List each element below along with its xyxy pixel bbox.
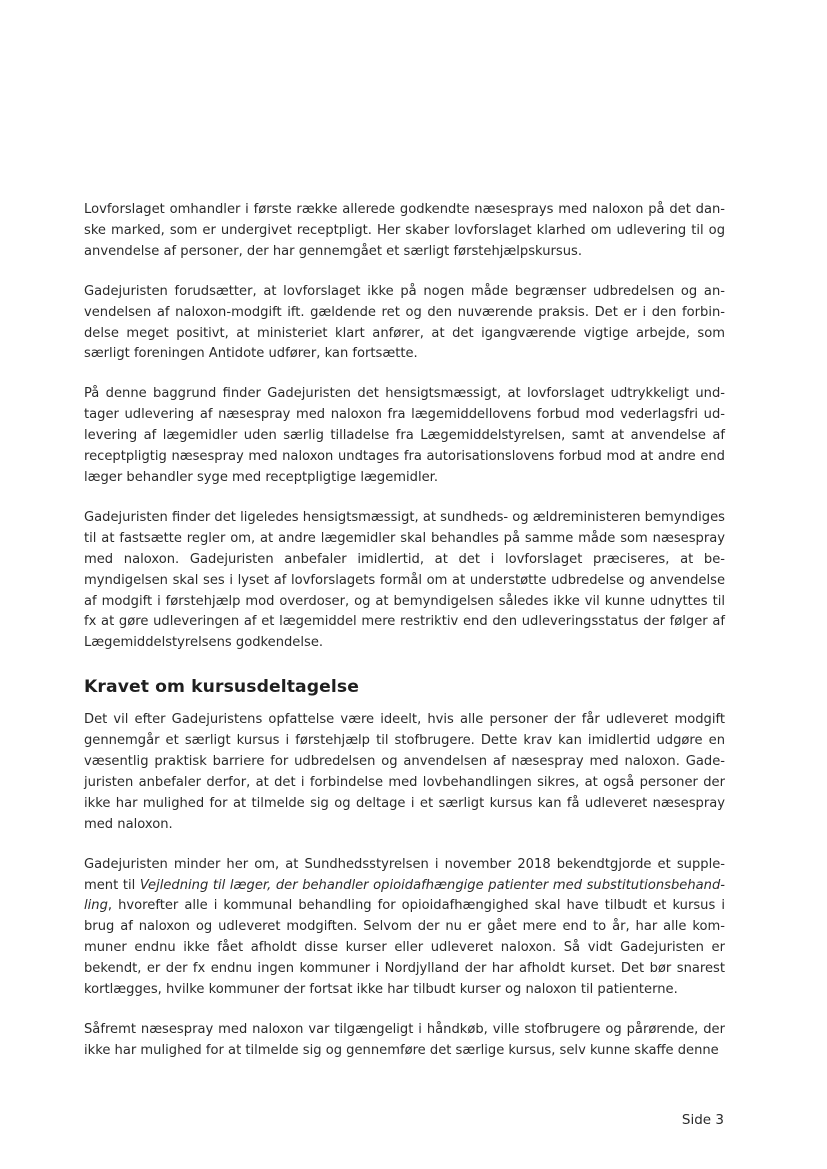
guideline-text-end: , hvorefter alle i kommunal behandling for opioidafhængighed skal have tilbudt et kursus i brug af naloxon og udleveret modgiften. Selvom der nu er gået mere end to år, har alle kommuner endnu ikke fået afholdt disse kurser eller udleveret naloxon. Så vidt Gadejuristen er bekendt, er der fx endnu ingen kommuner i Nordjylland der har afholdt kurset. Det bør snarest kortlægges, hvilke kommuner der fortsat ikke har tilbudt kurser og naloxon til patienterne.: [84, 898, 725, 998]
paragraph-guideline: [84, 855, 725, 1001]
paragraph-scope: Lovforslaget omhandler i første række allerede godkendte næsesprays med naloxon på det danske marked, som er undergivet receptpligt. Her skaber lovforslaget klarhed om udlevering til og anvendelse af personer, der har gennemgået et særligt førstehjælpskursus.: [84, 202, 725, 259]
paragraph-assumption: Gadejuristen forudsætter, at lovforslaget ikke på nogen måde begrænser udbredelsen og anvendelsen af naloxon-modgift ift. gældende ret og den nuværende praksis. Det er i den forbindelse meget positivt, at ministeriet klart anfører, at det igangværende vigtige arbejde, som særligt foreningen Antidote udfører, kan fortsætte.: [84, 283, 725, 362]
paragraph-authorization: Gadejuristen finder det ligeledes hensigtsmæssigt, at sundheds- og ældreministeren bemyndiges til at fastsætte regler om, at andre lægemidler skal behandles på samme måde som næsespray med naloxon. Gadejuristen anbefaler imidlertid, at det i lovforslaget præciseres, at bemyndigelsen skal ses i lyset af lovforslagets formål om at understøtte udbredelse og anvendelse af modgift i førstehjælp mod overdoser, og at bemyndigelsen således ikke vil kunne udnyttes til fx at gøre udleveringen af et lægemiddel mere restriktiv end den udleveringsstatus der følger af Lægemiddelstyrelsens godkendelse.: [84, 509, 725, 651]
guideline-title-italic: Vejledning til læger, der behandler opioidafhængige patienter med substitutionsbehandling: [84, 877, 725, 914]
section-heading: Kravet om kursusdeltagelse: [84, 677, 359, 698]
page-number: Side 3: [681, 1112, 724, 1128]
document-body: [84, 200, 725, 1062]
paragraph-otc-availability: Såfremt næsespray med naloxon var tilgængeligt i håndkøb, ville stofbrugere og pårørende, der ikke har mulighed for at tilmelde sig og gennemføre det særlige kursus, selv kunne skaffe denne: [84, 1022, 725, 1058]
paragraph-course-requirement: Det vil efter Gadejuristens opfattelse være ideelt, hvis alle personer der får udleveret modgift gennemgår et særligt kursus i førstehjælp til stofbrugere. Dette krav kan imidlertid udgøre en væsentlig praktisk barriere for udbredelsen og anvendelsen af næsespray med naloxon. Gadejuristen anbefaler derfor, at det i forbindelse med lovbehandlingen sikres, at også personer der ikke har mulighed for at tilmelde sig og deltage i et særligt kursus kan få udleveret næsespray med naloxon.: [84, 712, 725, 832]
paragraph-exemption: På denne baggrund finder Gadejuristen det hensigtsmæssigt, at lovforslaget udtrykkeligt undtager udlevering af næsespray med naloxon fra lægemiddellovens forbud mod vederlagsfri udlevering af lægemidler uden særlig tilladelse fra Lægemiddelstyrelsen, samt at anvendelse af receptpligtig næsespray med naloxon undtages fra autorisationslovens forbud mod at andre end læger behandler syge med receptpligtige lægemidler.: [84, 386, 725, 485]
guideline-text-start: Gadejuristen minder her om, at Sundhedsstyrelsen i november 2018 bekendtgjorde et supplement til: [84, 856, 725, 893]
